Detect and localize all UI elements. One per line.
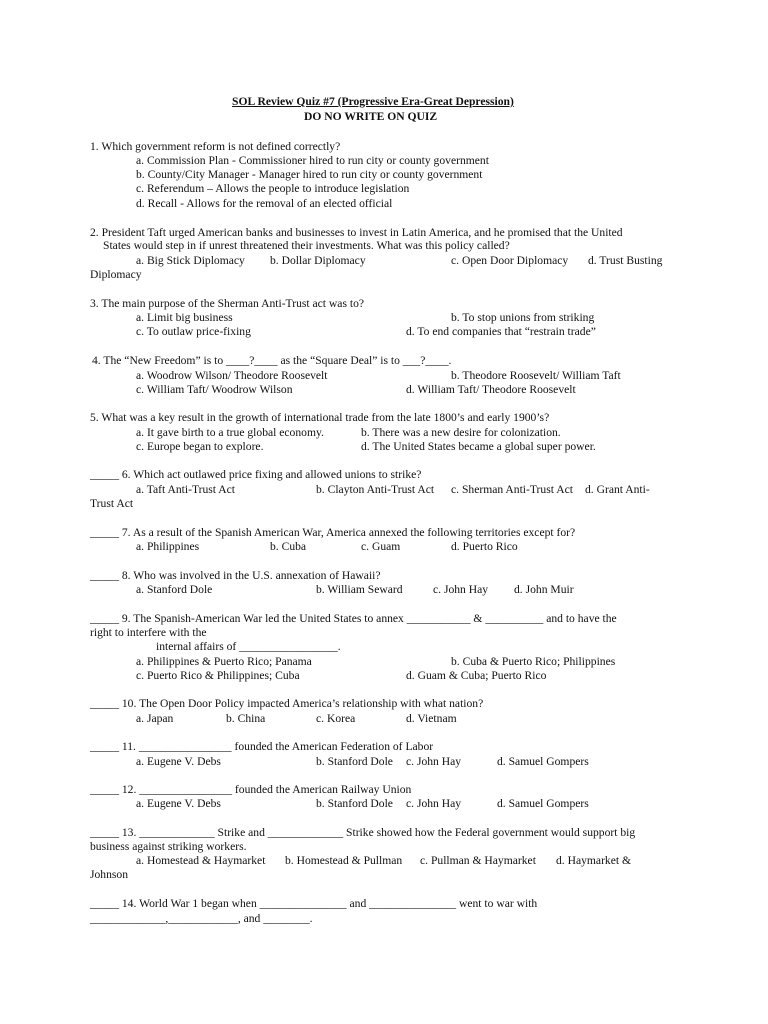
question-7-option-b: b. Cuba [270,540,307,553]
question-12-option-b: b. Stanford Dole [316,797,393,810]
question-9-option-a: a. Philippines & Puerto Rico; Panama [136,655,312,668]
question-2-option-c: c. Open Door Diplomacy [451,254,569,267]
question-2-option-a: a. Big Stick Diplomacy [136,254,245,267]
question-4-option-b: b. Theodore Roosevelt/ William Taft [451,369,621,382]
question-13-option-d-cont: Johnson [90,868,129,881]
question-8-option-c: c. John Hay [433,583,489,596]
question-9-stem-cont-2: internal affairs of _________________. [156,640,341,653]
question-3-option-a: a. Limit big business [136,311,233,324]
question-9-option-d: d. Guam & Cuba; Puerto Rico [406,669,547,682]
question-14-stem-cont: _____________,____________, and ________. [90,912,313,925]
question-9-option-c: c. Puerto Rico & Philippines; Cuba [136,669,300,682]
question-9-option-b: b. Cuba & Puerto Rico; Philippines [451,655,616,668]
question-12-stem: _____ 12. ________________ founded the American Railway Union [90,783,412,796]
question-1-option-a: a. Commission Plan - Commissioner hired to run city or county government [136,154,489,167]
question-7-option-c: c. Guam [361,540,401,553]
question-12-option-a: a. Eugene V. Debs [136,797,221,810]
question-6-option-a: a. Taft Anti-Trust Act [136,483,236,496]
question-11-option-b: b. Stanford Dole [316,755,393,768]
question-2-option-d: d. Trust Busting [588,254,663,267]
question-3-stem: 3. The main purpose of the Sherman Anti-Trust act was to? [90,297,365,310]
question-8-option-b: b. William Seward [316,583,403,596]
question-3-option-d: d. To end companies that “restrain trade” [406,325,596,338]
question-10-stem: _____ 10. The Open Door Policy impacted America’s relationship with what nation? [90,697,484,710]
question-6-option-d-cont: Trust Act [90,497,134,510]
question-5-option-b: b. There was a new desire for colonization. [361,426,561,439]
question-5-option-d: d. The United States became a global super power. [361,440,596,453]
question-4-option-d: d. William Taft/ Theodore Roosevelt [406,383,576,396]
question-6-option-c: c. Sherman Anti-Trust Act [451,483,573,496]
question-2-option-d-cont: Diplomacy [90,268,142,281]
question-11-option-c: c. John Hay [406,755,462,768]
question-11-option-d: d. Samuel Gompers [497,755,589,768]
question-3-option-c: c. To outlaw price-fixing [136,325,251,338]
question-6-option-b: b. Clayton Anti-Trust Act [316,483,435,496]
question-10-option-b: b. China [226,712,266,725]
question-1-option-b: b. County/City Manager - Manager hired to run city or county government [136,168,483,181]
question-11-stem: _____ 11. ________________ founded the American Federation of Labor [90,740,434,753]
quiz-title: SOL Review Quiz #7 (Progressive Era-Great Depression) [232,95,514,108]
question-7-stem: _____ 7. As a result of the Spanish American War, America annexed the following territories except for? [90,526,576,539]
question-8-stem: _____ 8. Who was involved in the U.S. annexation of Hawaii? [90,569,381,582]
question-5-option-a: a. It gave birth to a true global economy. [136,426,324,439]
question-10-option-c: c. Korea [316,712,356,725]
question-4-option-a: a. Woodrow Wilson/ Theodore Roosevelt [136,369,328,382]
question-10-option-d: d. Vietnam [406,712,457,725]
question-9-stem: _____ 9. The Spanish-American War led the United States to annex ___________ & __________ and to have the [90,612,617,625]
question-6-option-d: d. Grant Anti- [585,483,650,496]
question-1-stem: 1. Which government reform is not defined correctly? [90,140,341,153]
question-6-stem: _____ 6. Which act outlawed price fixing and allowed unions to strike? [90,468,422,481]
question-3-option-b: b. To stop unions from striking [451,311,595,324]
question-5-option-c: c. Europe began to explore. [136,440,264,453]
question-4-stem: 4. The “New Freedom” is to ____?____ as the “Square Deal” is to ___?____. [92,354,452,367]
question-1-option-c: c. Referendum – Allows the people to introduce legislation [136,182,410,195]
question-14-stem: _____ 14. World War 1 began when _______________ and _______________ went to war with [90,897,538,910]
question-7-option-d: d. Puerto Rico [451,540,518,553]
question-10-option-a: a. Japan [136,712,174,725]
question-13-option-d: d. Haymarket & [556,854,632,867]
quiz-subtitle: DO NO WRITE ON QUIZ [304,110,438,123]
question-2-stem-cont: States would step in if unrest threatened their investments. What was this policy called? [103,239,510,252]
question-12-option-c: c. John Hay [406,797,462,810]
question-9-stem-cont: right to interfere with the [90,626,207,639]
question-13-stem: _____ 13. _____________ Strike and _____________ Strike showed how the Federal government would support big [90,826,636,839]
question-13-option-a: a. Homestead & Haymarket [136,854,266,867]
question-13-option-b: b. Homestead & Pullman [285,854,403,867]
question-1-option-d: d. Recall - Allows for the removal of an elected official [136,197,393,210]
question-12-option-d: d. Samuel Gompers [497,797,589,810]
question-11-option-a: a. Eugene V. Debs [136,755,221,768]
question-4-option-c: c. William Taft/ Woodrow Wilson [136,383,293,396]
question-13-stem-cont: business against striking workers. [90,840,247,853]
question-8-option-a: a. Stanford Dole [136,583,213,596]
question-8-option-d: d. John Muir [514,583,574,596]
question-2-stem: 2. President Taft urged American banks and businesses to invest in Latin America, and he promised that the United [90,226,623,239]
question-13-option-c: c. Pullman & Haymarket [420,854,536,867]
question-2-option-b: b. Dollar Diplomacy [270,254,366,267]
question-7-option-a: a. Philippines [136,540,200,553]
question-5-stem: 5. What was a key result in the growth of international trade from the late 1800’s and early 1900’s? [90,411,550,424]
